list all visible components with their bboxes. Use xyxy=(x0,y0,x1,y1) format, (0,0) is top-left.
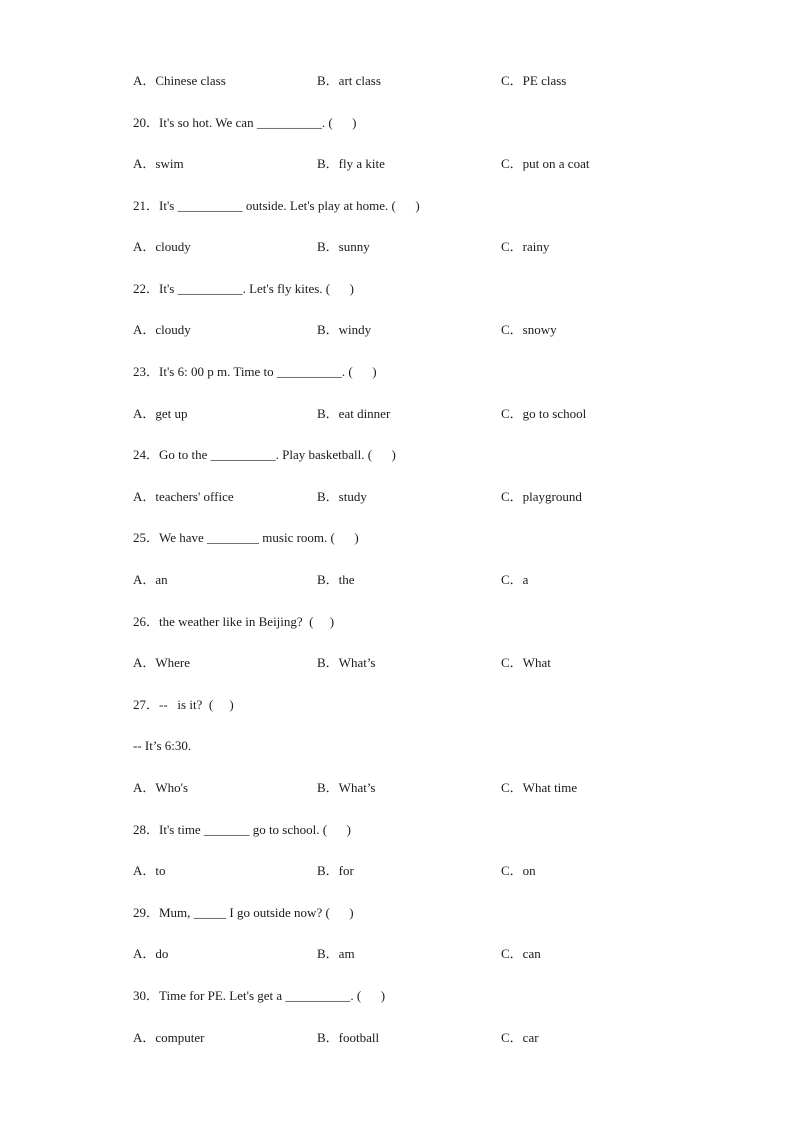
question-24: 24．Go to the __________. Play basketball. ( ) xyxy=(133,447,396,462)
option-c[interactable]: C．a xyxy=(501,572,529,587)
option-a[interactable]: A．Where xyxy=(133,655,191,670)
option-a[interactable]: A．get up xyxy=(133,406,188,421)
option-c[interactable]: C．PE class xyxy=(501,73,567,88)
options-row-q19 xyxy=(133,73,693,89)
option-b[interactable]: B．sunny xyxy=(317,239,370,254)
option-b[interactable]: B．art class xyxy=(317,73,381,88)
question-30: 30．Time for PE. Let's get a __________. ( ) xyxy=(133,988,386,1003)
question-26: 26．the weather like in Beijing? ( ) xyxy=(133,614,335,629)
options-row-q24 xyxy=(133,489,693,505)
option-c[interactable]: C．snowy xyxy=(501,322,557,337)
option-c[interactable]: C．playground xyxy=(501,489,582,504)
option-b[interactable]: B．windy xyxy=(317,322,372,337)
option-c[interactable]: C．on xyxy=(501,863,536,878)
question-20: 20．It's so hot. We can __________. ( ) xyxy=(133,115,357,130)
question-25: 25．We have ________ music room. ( ) xyxy=(133,530,359,545)
option-c[interactable]: C．go to school xyxy=(501,406,587,421)
options-row-q28 xyxy=(133,863,693,879)
option-a[interactable]: A．to xyxy=(133,863,166,878)
option-a[interactable]: A．cloudy xyxy=(133,239,191,254)
option-a[interactable]: A．teachers' office xyxy=(133,489,234,504)
question-27: 27．-- is it? ( ) xyxy=(133,697,234,712)
option-c[interactable]: C．rainy xyxy=(501,239,550,254)
option-a[interactable]: A．cloudy xyxy=(133,322,191,337)
option-c[interactable]: C．What time xyxy=(501,780,578,795)
option-a[interactable]: A．swim xyxy=(133,156,184,171)
question-27-response: -- It’s 6:30. xyxy=(133,738,192,753)
question-21: 21．It's __________ outside. Let's play at home. ( ) xyxy=(133,198,420,213)
option-b[interactable]: B．football xyxy=(317,1030,380,1045)
options-row-q21 xyxy=(133,239,693,255)
option-b[interactable]: B．study xyxy=(317,489,367,504)
option-b[interactable]: B．fly a kite xyxy=(317,156,385,171)
option-c[interactable]: C．can xyxy=(501,946,541,961)
option-c[interactable]: C．What xyxy=(501,655,551,670)
question-28: 28．It's time _______ go to school. ( ) xyxy=(133,822,351,837)
option-a[interactable]: A．an xyxy=(133,572,168,587)
option-b[interactable]: B．the xyxy=(317,572,355,587)
options-row-q27 xyxy=(133,780,693,796)
option-c[interactable]: C．car xyxy=(501,1030,539,1045)
option-a[interactable]: A．computer xyxy=(133,1030,205,1045)
options-row-q25 xyxy=(133,572,693,588)
option-a[interactable]: A．Chinese class xyxy=(133,73,226,88)
question-29: 29．Mum, _____ I go outside now? ( ) xyxy=(133,905,354,920)
option-b[interactable]: B．for xyxy=(317,863,354,878)
question-23: 23．It's 6: 00 p m. Time to __________. ( ) xyxy=(133,364,377,379)
options-row-q30 xyxy=(133,1030,693,1046)
options-row-q22 xyxy=(133,322,693,338)
option-c[interactable]: C．put on a coat xyxy=(501,156,590,171)
options-row-q26 xyxy=(133,655,693,671)
option-b[interactable]: B．What’s xyxy=(317,780,376,795)
options-row-q23 xyxy=(133,406,693,422)
option-a[interactable]: A．Who's xyxy=(133,780,189,795)
option-b[interactable]: B．eat dinner xyxy=(317,406,391,421)
option-b[interactable]: B．What’s xyxy=(317,655,376,670)
options-row-q20 xyxy=(133,156,693,172)
options-row-q29 xyxy=(133,946,693,962)
question-22: 22．It's __________. Let's fly kites. ( ) xyxy=(133,281,354,296)
option-b[interactable]: B．am xyxy=(317,946,355,961)
option-a[interactable]: A．do xyxy=(133,946,169,961)
